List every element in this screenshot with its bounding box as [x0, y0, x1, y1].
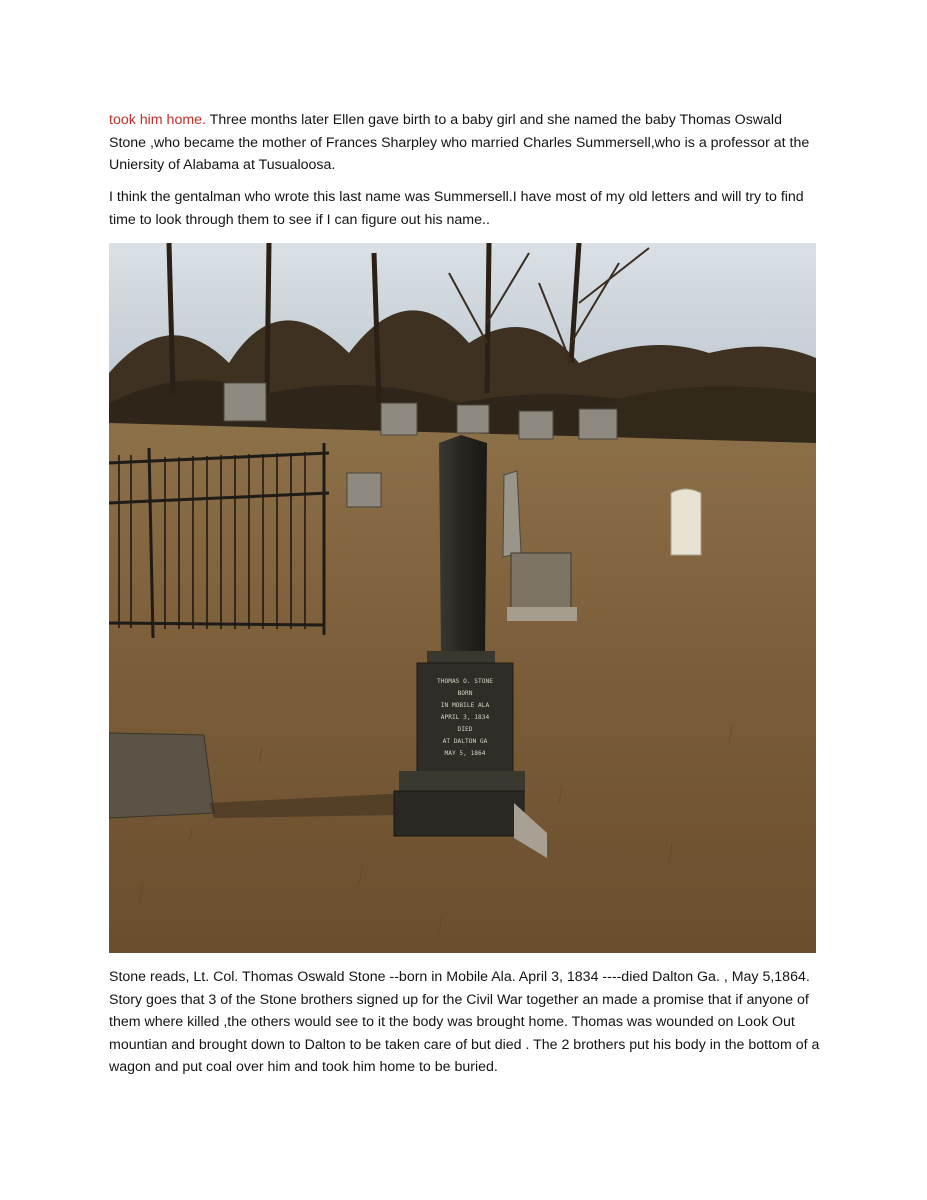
inscription-line: BORN: [457, 690, 473, 697]
paragraph-1: [109, 109, 821, 177]
inscription-line: AT DALTON GA: [442, 738, 488, 745]
paragraph-2: I think the gentalman who wrote this last name was Summersell.I have most of my old letters and will try to find time to look through them to see if I can figure out his name..: [109, 189, 804, 228]
inscription-line: APRIL 3, 1834: [440, 714, 490, 721]
inscription-line: THOMAS O. STONE: [437, 678, 493, 685]
paragraph-1-lead: took him home.: [109, 112, 206, 128]
inscription-line: MAY 5, 1864: [444, 750, 486, 757]
inscription-line: DIED: [457, 726, 473, 733]
gravestone-photo: [109, 243, 816, 953]
paragraph-1-text: Three months later Ellen gave birth to a baby girl and she named the baby Thomas Oswald Stone ,who became the mother of Frances Sharpley who married Charles Summersell,who is a professor at the Uniersity of Alabama at Tusualoosa.: [109, 112, 810, 173]
inscription-line: IN MOBILE ALA: [440, 702, 490, 709]
paragraph-3: Stone reads, Lt. Col. Thomas Oswald Stone --born in Mobile Ala. April 3, 1834 ----died Dalton Ga. , May 5,1864. Story goes that 3 of the Stone brothers signed up for the Civil War together an made a promise that if anyone of them where killed ,the others would see to it the body was brought home. Thomas was wounded on Look Out mountian and brought down to Dalton to be taken care of but died . The 2 brothers put his body in the bottom of a wagon and put coal over him and took him home to be buried.: [109, 969, 820, 1075]
